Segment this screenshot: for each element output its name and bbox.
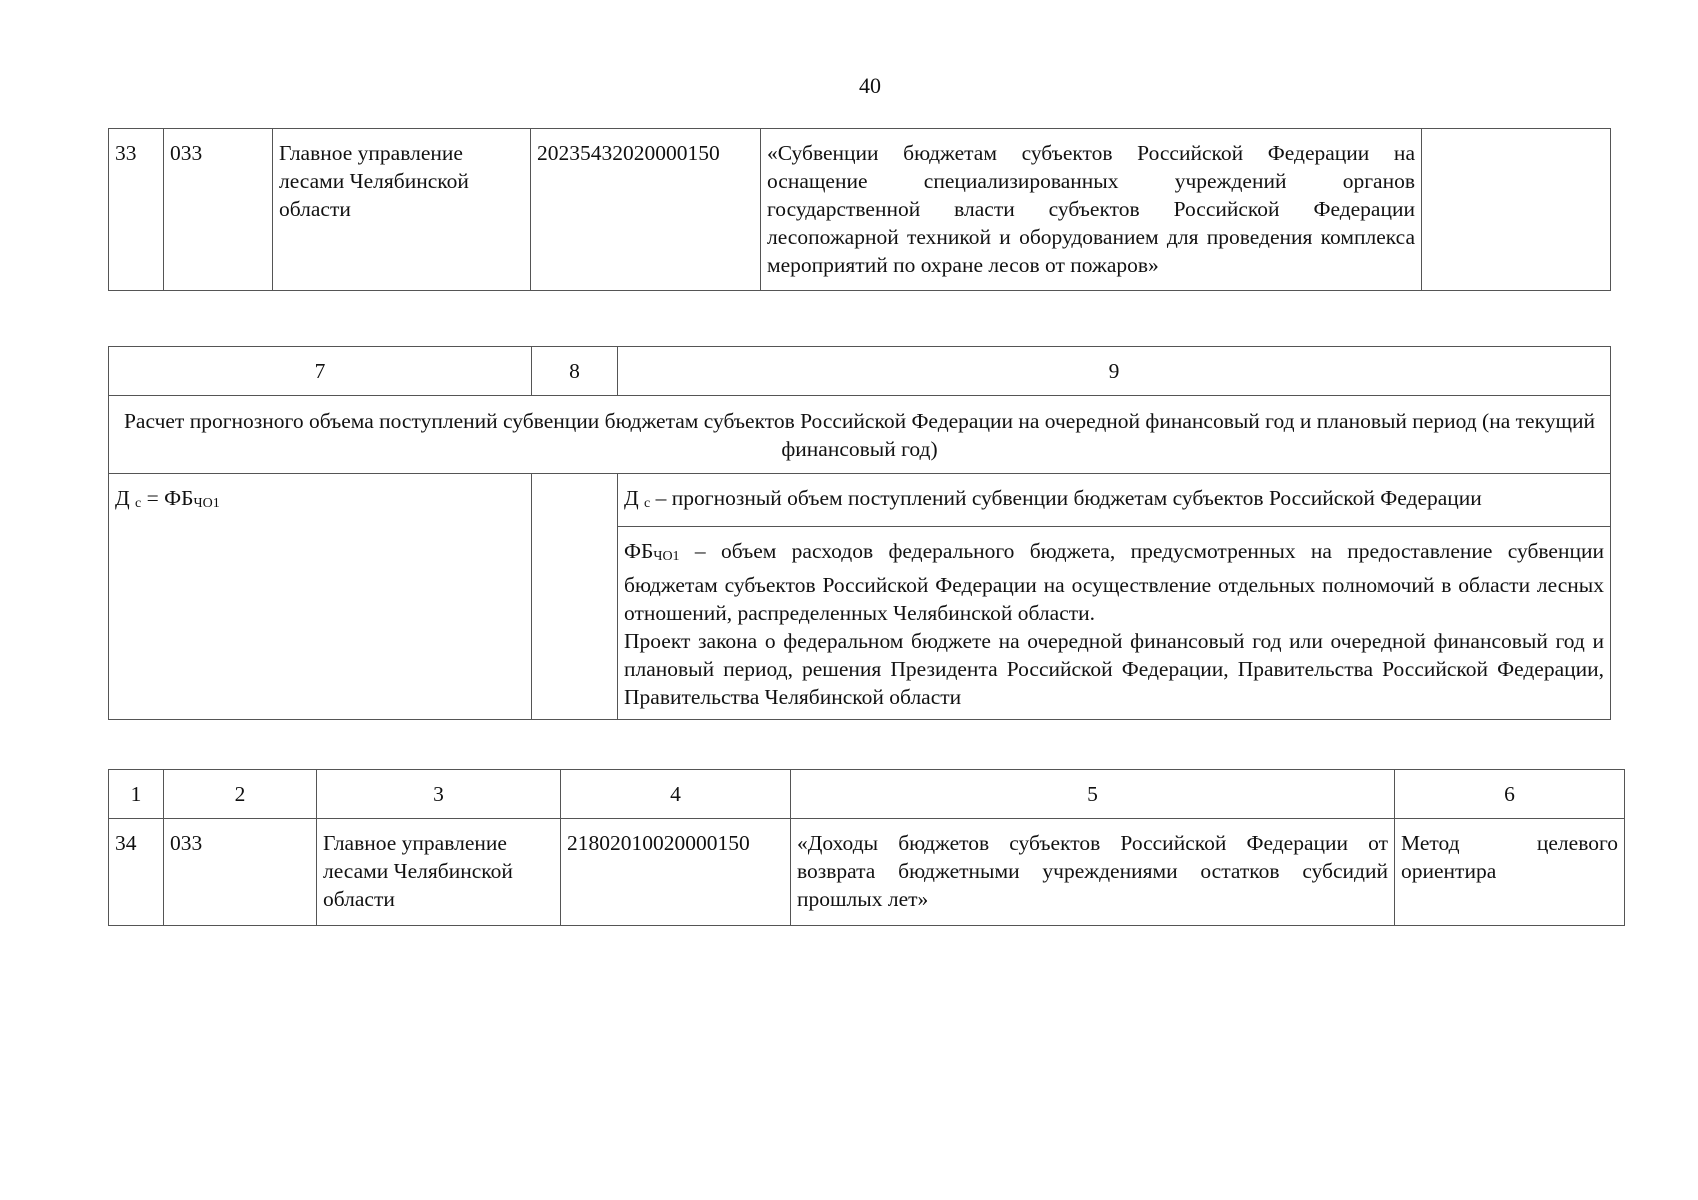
row-number: 34: [109, 819, 164, 926]
definition-symbol: Д: [624, 486, 639, 510]
formula-rhs: = ФБ: [141, 486, 194, 510]
definition-forecast: [618, 474, 1611, 527]
column-header-9: 9: [618, 347, 1611, 396]
title-row: [109, 396, 1611, 474]
forecast-method: Метод целевого ориентира: [1395, 819, 1625, 926]
column-header-6: 6: [1395, 770, 1625, 819]
column-header-1: 1: [109, 770, 164, 819]
admin-code: 033: [164, 819, 317, 926]
expense-definition-text: – объем расходов федерального бюджета, предусмотренных на предоставление субвенции бюджетам субъектов Российской Федерации на осуществление отдельных полномочий в области лесных отношений, распределенных Челябинской области.: [624, 539, 1604, 625]
budget-classification-code: 20235432020000150: [531, 129, 761, 291]
column-header-3: 3: [317, 770, 561, 819]
revenue-table-row-33: [108, 128, 1611, 291]
header-row: [109, 347, 1611, 396]
expense-symbol: ФБ: [624, 539, 654, 563]
column-header-8: 8: [532, 347, 618, 396]
formula-cell: [109, 474, 532, 720]
revenue-name: «Доходы бюджетов субъектов Российской Федерации от возврата бюджетными учреждениями остатков субсидий прошлых лет»: [791, 819, 1395, 926]
column-header-7: 7: [109, 347, 532, 396]
row-number: 33: [109, 129, 164, 291]
admin-code: 033: [164, 129, 273, 291]
table-row: [109, 819, 1625, 926]
definition-expenses: [618, 527, 1611, 720]
page-number: 40: [859, 73, 881, 98]
calculation-title: Расчет прогнозного объема поступлений субвенции бюджетам субъектов Российской Федерации на очередной финансовый год и плановый период (на текущий финансовый год): [109, 396, 1611, 474]
calculation-table: [108, 346, 1611, 720]
column-header-2: 2: [164, 770, 317, 819]
header-row: [109, 770, 1625, 819]
revenue-name: «Субвенции бюджетам субъектов Российской Федерации на оснащение специализированных учреждений органов государственной власти субъектов Российской Федерации лесопожарной техникой и оборудованием для проведения комплекса мероприятий по охране лесов от пожаров»: [761, 129, 1422, 291]
formula-rhs-subscript: ЧО1: [193, 496, 220, 511]
expense-definition: [624, 537, 1604, 627]
forecast-method: [1422, 129, 1611, 291]
revenue-table-row-34: [108, 769, 1625, 926]
expense-symbol-subscript: ЧО1: [653, 549, 680, 564]
table-row: [109, 129, 1611, 291]
formula-lhs: Д: [115, 486, 130, 510]
column-8-cell: [532, 474, 618, 720]
budget-classification-code: 21802010020000150: [561, 819, 791, 926]
definition-symbol-subscript: с: [644, 496, 651, 511]
column-header-5: 5: [791, 770, 1395, 819]
formula-lhs-subscript: с: [135, 496, 142, 511]
column-header-4: 4: [561, 770, 791, 819]
definition-text: – прогнозный объем поступлений субвенции бюджетам субъектов Российской Федерации: [650, 486, 1482, 510]
formula-row: [109, 474, 1611, 527]
administrator-name: Главное управление лесами Челябинской области: [317, 819, 561, 926]
data-source-text: Проект закона о федеральном бюджете на очередной финансовый год или очередной финансовый год и плановый период, решения Президента Российской Федерации, Правительства Российской Федерации, Правительства Челябинской области: [624, 629, 1604, 709]
administrator-name: Главное управление лесами Челябинской области: [273, 129, 531, 291]
